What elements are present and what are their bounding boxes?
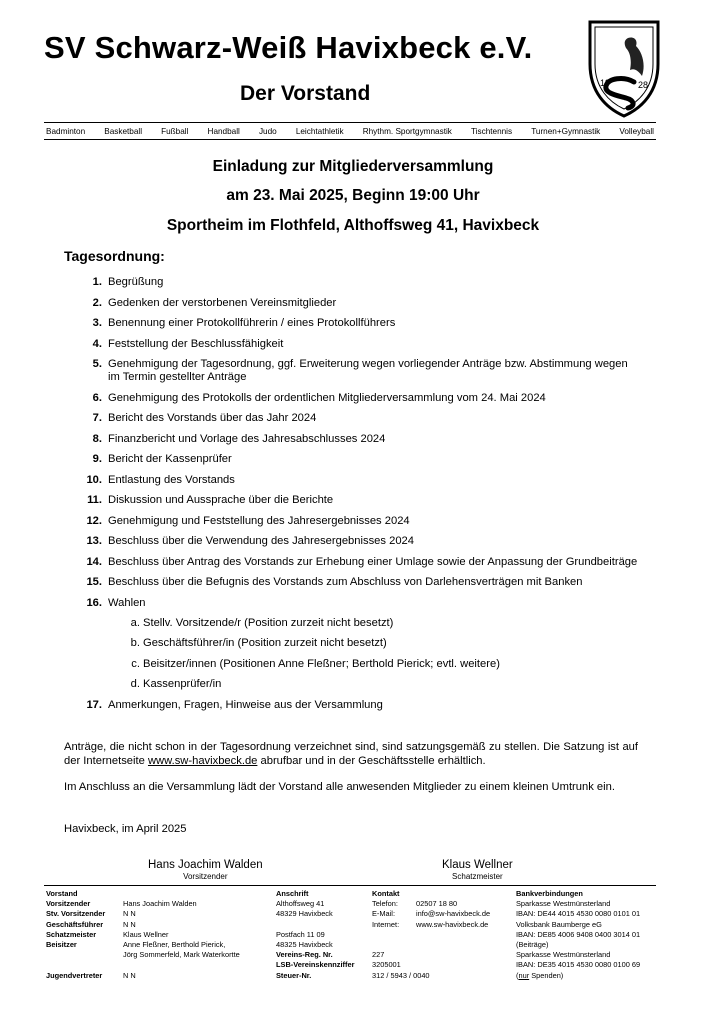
agenda-item-text: Beschluss über die Verwendung des Jahresergebnisses 2024: [108, 535, 414, 547]
phone-value: 02507 18 80: [416, 899, 458, 909]
board-value: N N: [123, 970, 136, 980]
bank-iban: IBAN: DE44 4015 4530 0080 0101 01: [516, 909, 641, 919]
election-item-text: Geschäftsführer/in (Position zurzeit nicht besetzt): [143, 637, 387, 649]
footer-divider: [44, 885, 656, 886]
sport-leichtathletik: Leichtathletik: [295, 126, 344, 136]
motions-text-end: abrufbar und in der Geschäftsstelle erhältlich.: [257, 754, 486, 767]
address-line: Postfach 11 09: [276, 929, 325, 939]
bank-iban: IBAN: DE85 4006 9408 0400 3014 01: [516, 929, 641, 939]
board-title: Der Vorstand: [240, 82, 371, 105]
reception-paragraph: Im Anschluss an die Versammlung lädt der Vorstand alle anwesenden Mitglieder zu einem kleinen Umtrunk ein.: [64, 781, 615, 793]
agenda-item: [80, 556, 640, 569]
agenda-item-text: Genehmigung und Feststellung des Jahresergebnisses 2024: [108, 514, 410, 527]
election-item-text: Stellv. Vorsitzende/r (Position zurzeit nicht besetzt): [143, 616, 394, 629]
bank-name: Sparkasse Westmünsterland: [516, 950, 611, 960]
agenda-list: [80, 276, 640, 719]
agenda-item-number: 15 .: [80, 576, 102, 589]
agenda-item: [80, 699, 640, 712]
footer-address: [276, 889, 372, 981]
agenda-item-text: Gedenken der verstorbenen Vereinsmitglieder: [108, 296, 337, 309]
bank-note-open: (: [516, 970, 519, 980]
agenda-item: [80, 338, 640, 351]
sport-judo: Judo: [258, 126, 277, 136]
agenda-item-text: Bericht der Kassenprüfer: [108, 453, 232, 465]
signature-treasurer: [442, 859, 513, 881]
agenda-item-text: Beschluss über die Befugnis des Vorstands zum Abschluss von Darlehensverträgen mit Banken: [108, 576, 583, 588]
footer-board-labels: [46, 889, 124, 981]
signature-role: Schatzmeister: [452, 872, 503, 881]
club-logo: [586, 18, 662, 118]
footer: [46, 889, 656, 999]
agenda-item-number: 10 .: [80, 474, 102, 487]
agenda-item: [80, 597, 640, 692]
agenda-item-text: Anmerkungen, Fragen, Hinweise aus der Versammlung: [108, 698, 383, 711]
bank-name: Volksbank Baumberge eG: [516, 919, 602, 929]
footer-board-heading: Vorstand: [46, 889, 78, 898]
agenda-item-text: Finanzbericht und Vorlage des Jahresabschlusses 2024: [108, 432, 386, 445]
lsb-number: 3205001: [372, 960, 401, 970]
agenda-item: [80, 358, 640, 384]
election-item-letter: b .: [108, 637, 140, 650]
board-label: Stv. Vorsitzender: [46, 909, 106, 919]
web-value[interactable]: www.sw-havixbeck.de: [416, 919, 489, 929]
invitation-title: Einladung zur Mitgliederversammlung: [212, 158, 494, 175]
sport-fussball: Fußball: [161, 126, 189, 136]
agenda-item-number: 8 .: [80, 433, 102, 446]
logo-shield: [590, 22, 658, 116]
web-label: Internet:: [372, 919, 400, 929]
bank-note: (Beiträge): [516, 939, 549, 949]
board-label: Jugendvertreter: [46, 970, 103, 980]
board-label: Schatzmeister: [46, 929, 97, 939]
phone-label: Telefon:: [372, 899, 398, 909]
election-item-letter: d .: [108, 678, 140, 691]
agenda-item-number: 7 .: [80, 412, 102, 425]
email-value[interactable]: info@sw-havixbeck.de: [416, 909, 491, 919]
invitation-date: am 23. Mai 2025, Beginn 19:00 Uhr: [226, 187, 480, 204]
board-label: Geschäftsführer: [46, 919, 104, 929]
bank-note-underlined: nur: [518, 970, 530, 980]
agenda-item: [80, 433, 640, 446]
agenda-item-text: Benennung einer Protokollführerin / eines Protokollführers: [108, 317, 396, 329]
signature-chairman: [148, 859, 263, 881]
agenda-item-number: 9 .: [80, 453, 102, 466]
agenda-item-text: Bericht des Vorstands über das Jahr 2024: [108, 412, 317, 424]
agenda-item-number: 4 .: [80, 338, 102, 351]
motions-text: Anträge, die nicht schon in der Tagesordnung verzeichnet sind, sind satzungsgemäß zu stellen. Die Satzung ist auf der Internetseite: [64, 741, 638, 767]
club-name: SV Schwarz-Weiß Havixbeck e.V.: [44, 30, 533, 65]
agenda-item-number: 1 .: [80, 276, 102, 289]
tax-number: 312 / 5943 / 0040: [372, 970, 430, 980]
sport-turnen-gymnastik: Turnen+Gymnastik: [531, 126, 601, 136]
footer-contact-heading: Kontakt: [372, 889, 400, 898]
bank-note-rest: Spenden): [529, 970, 564, 980]
election-item: [108, 617, 640, 630]
election-item-letter: a .: [108, 617, 140, 630]
agenda-item-number: 6 .: [80, 392, 102, 405]
sport-rhythm-sportgymnastik: Rhythm. Sportgymnastik: [362, 126, 452, 136]
agenda-item-text: Genehmigung des Protokolls der ordentlichen Mitgliederversammlung vom 24. Mai 2024: [108, 391, 546, 404]
tax-label: Steuer-Nr.: [276, 970, 312, 980]
agenda-item-number: 11 .: [80, 494, 102, 507]
agenda-item-number: 2 .: [80, 297, 102, 310]
sport-basketball: Basketball: [104, 126, 143, 136]
sports-bar: [44, 122, 656, 140]
agenda-item: [80, 494, 640, 507]
agenda-item-number: 16 .: [80, 597, 102, 610]
footer-address-heading: Anschrift: [276, 889, 309, 898]
board-value: N N: [123, 919, 136, 929]
board-label: Vorsitzender: [46, 899, 91, 909]
agenda-title: Tagesordnung:: [64, 248, 165, 264]
agenda-item-text: Begrüßung: [108, 276, 164, 288]
election-item: [108, 637, 640, 650]
sport-handball: Handball: [207, 126, 240, 136]
agenda-item: [80, 317, 640, 330]
board-value: N N: [123, 909, 136, 919]
reg-number: 227: [372, 950, 385, 960]
board-label: Beisitzer: [46, 939, 77, 949]
bank-iban: IBAN: DE35 4015 4530 0080 0100 69: [516, 960, 641, 970]
address-line: 48325 Havixbeck: [276, 939, 333, 949]
agenda-item-number: 12 .: [80, 515, 102, 528]
footer-contact-labels: [372, 889, 430, 981]
election-item-text: Kassenprüfer/in: [143, 678, 222, 690]
place-date: Havixbeck, im April 2025: [64, 823, 187, 835]
statute-link[interactable]: www.sw-havixbeck.de: [147, 754, 258, 767]
agenda-item-number: 17 .: [80, 699, 102, 712]
agenda-item: [80, 453, 640, 466]
agenda-item-text: Feststellung der Beschlussfähigkeit: [108, 337, 284, 350]
election-item: [108, 678, 640, 691]
signature-name: Klaus Wellner: [442, 859, 513, 871]
board-value: Anne Fleßner, Berthold Pierick,: [123, 939, 226, 949]
agenda-item: [80, 576, 640, 589]
board-value: [123, 960, 278, 970]
board-label: [46, 950, 124, 960]
signature-role: Vorsitzender: [183, 872, 228, 881]
logo-year-left: 19: [600, 78, 611, 88]
sport-badminton: Badminton: [46, 126, 86, 136]
agenda-item: [80, 297, 640, 310]
invitation-location: Sportheim im Flothfeld, Althoffsweg 41, Havixbeck: [166, 217, 540, 234]
agenda-item: [80, 474, 640, 487]
agenda-item-number: 5 .: [80, 358, 102, 371]
agenda-item: [80, 515, 640, 528]
footer-bank: [516, 889, 656, 981]
board-value: Jörg Sommerfeld, Mark Waterkortte: [123, 950, 240, 960]
sport-tischtennis: Tischtennis: [470, 126, 513, 136]
agenda-item-text: Entlastung des Vorstands: [108, 473, 235, 486]
reg-label: Vereins-Reg. Nr.: [276, 950, 333, 960]
logo-year-right: 28: [638, 80, 649, 90]
address-line: Althoffsweg 41: [276, 899, 325, 909]
agenda-item-number: 14 .: [80, 556, 102, 569]
agenda-item: [80, 412, 640, 425]
agenda-item-text: Genehmigung der Tagesordnung, ggf. Erweiterung wegen vorliegender Anträge bzw. Abstimmung wegen im Termin gestellter Anträge: [108, 358, 628, 383]
agenda-item-number: 3 .: [80, 317, 102, 330]
agenda-item-text: Beschluss über Antrag des Vorstands zur Erhebung einer Umlage sowie der Anpassung der Grundbeiträge: [108, 555, 638, 568]
address-line: [276, 920, 372, 930]
election-item: [108, 658, 640, 671]
email-label: E-Mail:: [372, 909, 395, 919]
motions-paragraph: [64, 741, 638, 768]
agenda-item-text: Wahlen: [108, 596, 146, 609]
election-item-letter: c .: [108, 658, 140, 671]
lsb-label: LSB-Vereinskennziffer: [276, 960, 355, 970]
election-item-text: Beisitzer/innen (Positionen Anne Fleßner; Berthold Pierick; evtl. weitere): [143, 657, 500, 670]
agenda-item-text: Diskussion und Aussprache über die Berichte: [108, 494, 334, 506]
address-line: 48329 Havixbeck: [276, 909, 333, 919]
agenda-item-number: 13 .: [80, 535, 102, 548]
elections-list: [108, 617, 640, 692]
sport-volleyball: Volleyball: [619, 126, 654, 136]
signature-name: Hans Joachim Walden: [148, 859, 263, 871]
board-value: Klaus Wellner: [123, 929, 169, 939]
agenda-item: [80, 276, 640, 289]
bank-name: Sparkasse Westmünsterland: [516, 899, 611, 909]
agenda-item: [80, 392, 640, 405]
board-label: [46, 960, 124, 970]
footer-contact-values: [416, 889, 516, 930]
agenda-item: [80, 535, 640, 548]
board-value: Hans Joachim Walden: [123, 899, 197, 909]
footer-bank-heading: Bankverbindungen: [516, 889, 583, 898]
footer-board-values: [123, 889, 278, 981]
bank-note: [516, 971, 656, 981]
